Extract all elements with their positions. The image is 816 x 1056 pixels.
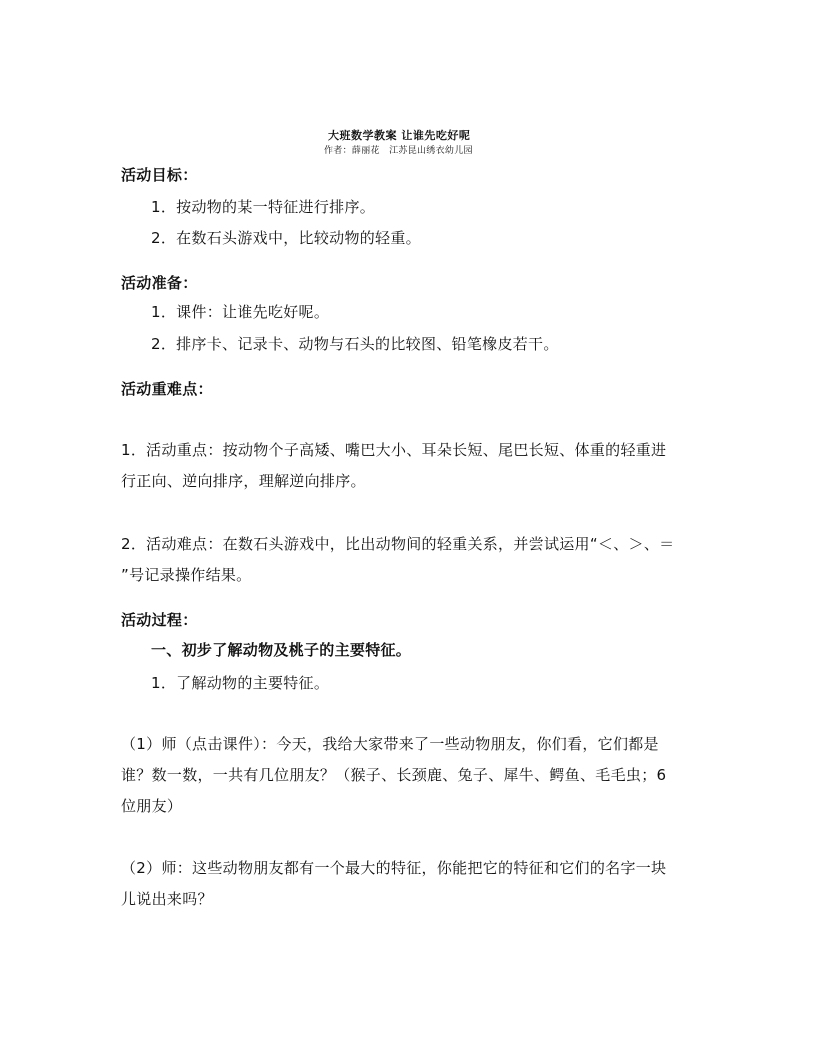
prep-item: 1．课件：让谁先吃好呢。: [151, 303, 330, 321]
goals-heading: 活动目标：: [121, 166, 198, 184]
document-title: 大班数学教案 让谁先吃好呢: [328, 129, 471, 142]
process-heading: 活动过程：: [121, 611, 198, 629]
prep-item: 2．排序卡、记录卡、动物与石头的比较图、铅笔橡皮若干。: [151, 335, 559, 353]
key-points-heading: 活动重难点：: [121, 380, 213, 398]
question-line: 位朋友）: [121, 797, 183, 815]
question-line: （1）师（点击课件）：今天，我给大家带来了一些动物朋友，你们看，它们都是: [121, 735, 659, 753]
difficulty-line: ”号记录操作结果。: [121, 566, 252, 584]
question-line: （2）师：这些动物朋友都有一个最大的特征，你能把它的特征和它们的名字一块: [121, 859, 667, 877]
goal-item: 1．按动物的某一特征进行排序。: [151, 198, 376, 216]
key-point-line: 行正向、逆向排序，理解逆向排序。: [121, 472, 366, 490]
document-byline: 作者：薛丽花 江苏昆山绣衣幼儿园: [324, 146, 473, 156]
question-line: 谁？数一数，一共有几位朋友？（猴子、长颈鹿、兔子、犀牛、鳄鱼、毛毛虫；6: [121, 766, 667, 784]
key-point-line: 1．活动重点：按动物个子高矮、嘴巴大小、耳朵长短、尾巴长短、体重的轻重进: [121, 441, 667, 459]
question-line: 儿说出来吗？: [121, 890, 213, 908]
process-subheading: 1．了解动物的主要特征。: [151, 674, 330, 692]
prep-heading: 活动准备：: [121, 274, 198, 292]
goal-item: 2．在数石头游戏中，比较动物的轻重。: [151, 229, 421, 247]
process-section-heading: 一、初步了解动物及桃子的主要特征。: [151, 641, 412, 659]
difficulty-line: 2．活动难点：在数石头游戏中，比出动物间的轻重关系，并尝试运用“＜、＞、＝: [121, 535, 675, 553]
